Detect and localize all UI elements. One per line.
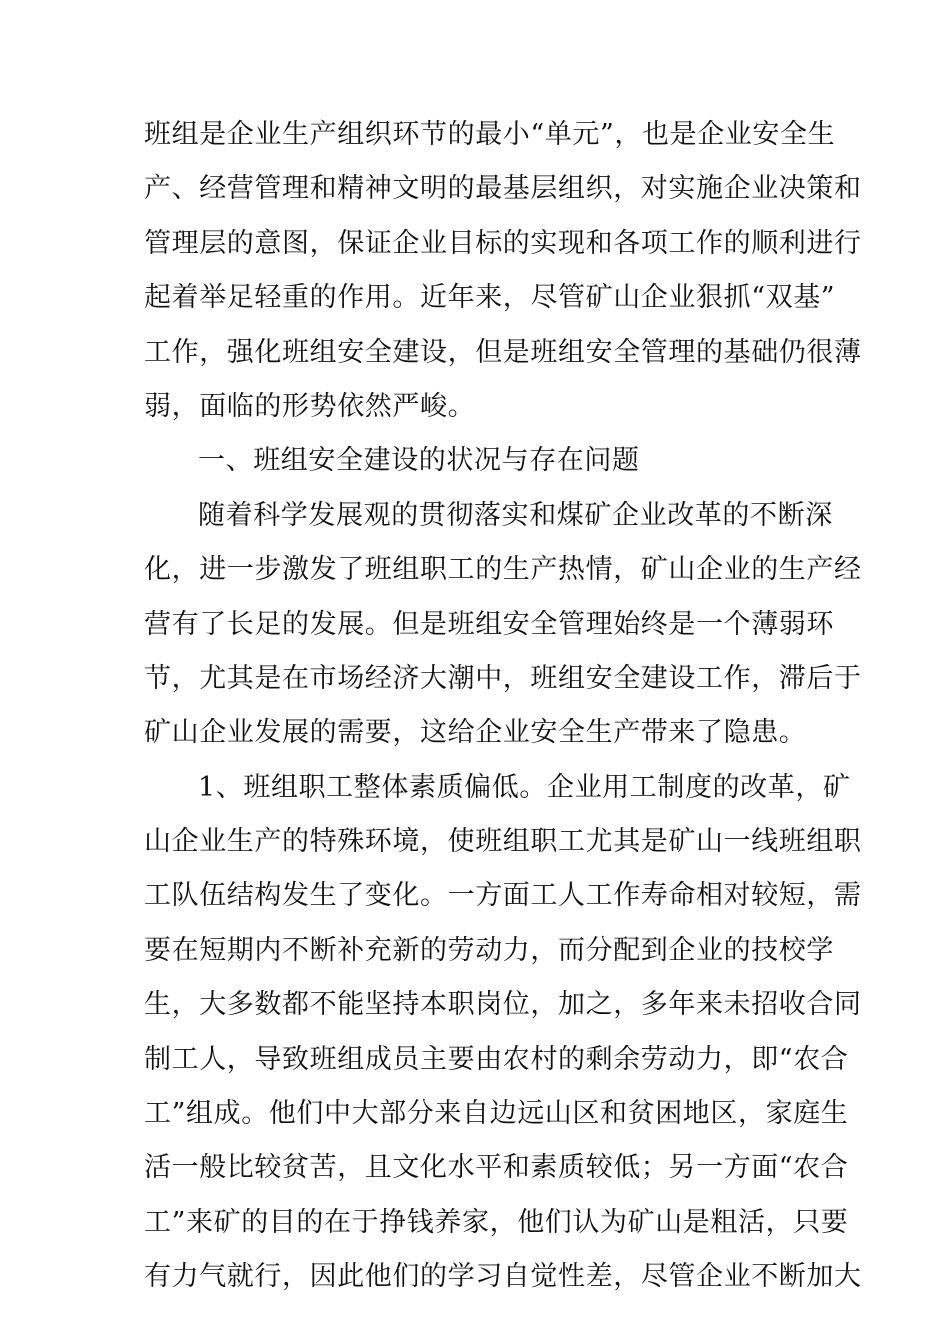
text-line: 工作，强化班组安全建设，但是班组安全管理的基础仍很薄 [144, 336, 862, 368]
text-line: 随着科学发展观的贯彻落实和煤矿企业改革的不断深 [198, 499, 833, 531]
text-line: 活一般比较贫苦，且文化水平和素质较低；另一方面“农合 [144, 1152, 849, 1184]
section-heading: 一、班组安全建设的状况与存在问题 [198, 445, 640, 477]
text-line: 要在短期内不断补充新的劳动力，而分配到企业的技校学 [144, 934, 834, 966]
text-line: 营有了长足的发展。但是班组安全管理始终是一个薄弱环 [144, 608, 834, 640]
text-line: 节，尤其是在市场经济大潮中，班组安全建设工作，滞后于 [144, 662, 862, 694]
text-line: 工”组成。他们中大部分来自边远山区和贫困地区，家庭生 [144, 1098, 849, 1130]
text-line: 矿山企业发展的需要，这给企业安全生产带来了隐患。 [144, 717, 807, 749]
text-line: 山企业生产的特殊环境，使班组职工尤其是矿山一线班组职 [144, 826, 862, 858]
text-line: 起着举足轻重的作用。近年来，尽管矿山企业狠抓“双基” [144, 282, 836, 314]
text-line: 工”来矿的目的在于挣钱养家，他们认为矿山是粗活，只要 [144, 1206, 849, 1238]
text-line: 班组是企业生产组织环节的最小“单元”，也是企业安全生 [144, 119, 836, 150]
text-line: 化，进一步激发了班组职工的生产热情，矿山企业的生产经 [144, 554, 862, 586]
text-line: 有力气就行，因此他们的学习自觉性差，尽管企业不断加大 [144, 1261, 862, 1293]
text-line: 1、班组职工整体素质偏低。企业用工制度的改革，矿 [198, 771, 851, 803]
text-line: 工队伍结构发生了变化。一方面工人工作寿命相对较短，需 [144, 880, 862, 912]
text-line: 管理层的意图，保证企业目标的实现和各项工作的顺利进行 [144, 227, 862, 259]
text-line: 产、经营管理和精神文明的最基层组织，对实施企业决策和 [144, 173, 862, 205]
text-line: 制工人，导致班组成员主要由农村的剩余劳动力，即“农合 [144, 1043, 849, 1075]
document-body [144, 108, 862, 1305]
text-line: 生，大多数都不能坚持本职岗位，加之，多年来未招收合同 [144, 989, 862, 1021]
text-line: 弱，面临的形势依然严峻。 [144, 390, 476, 422]
